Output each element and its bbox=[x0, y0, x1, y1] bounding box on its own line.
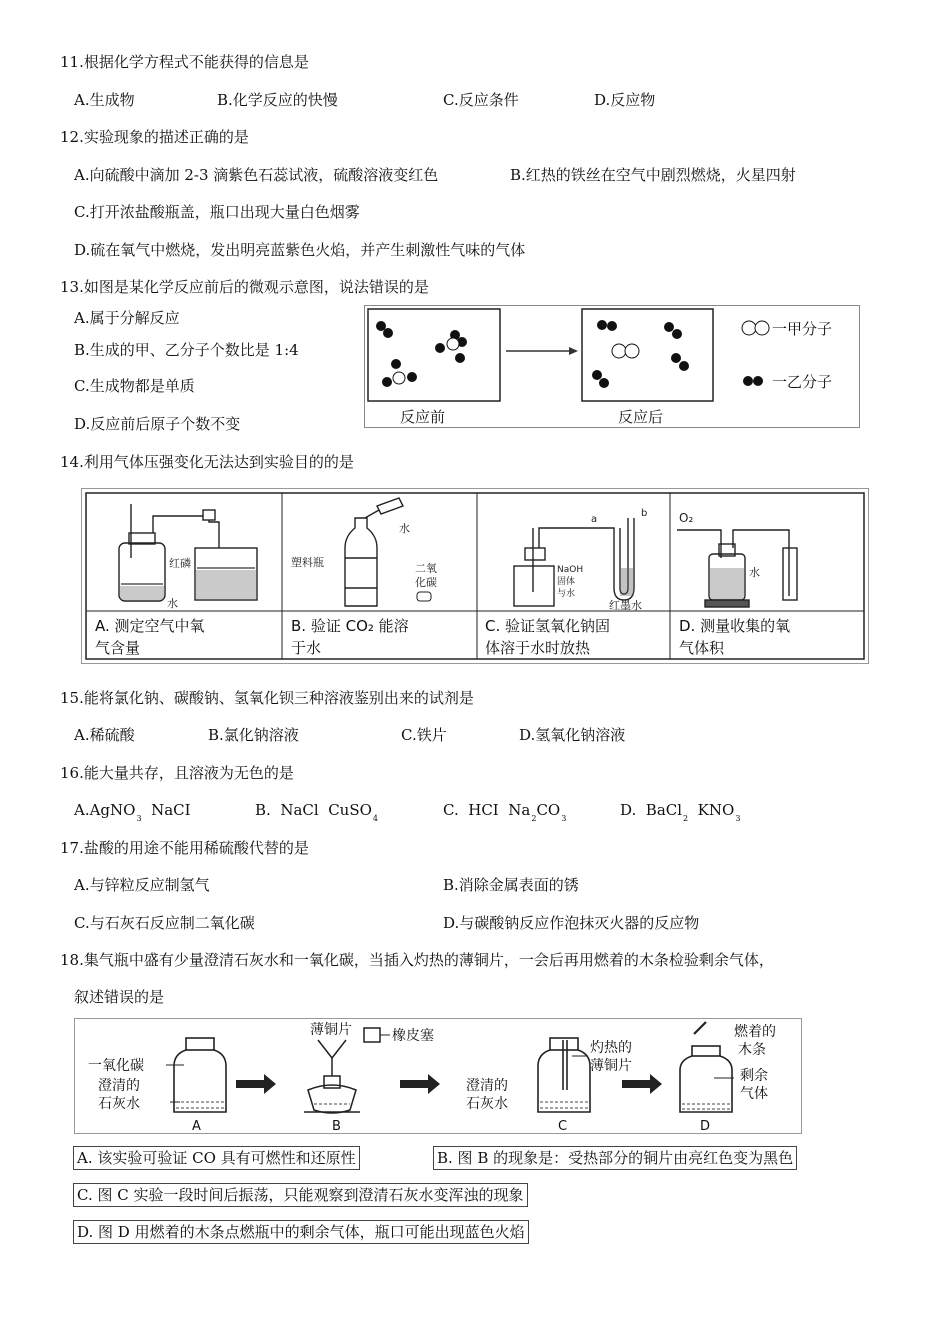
label-hot-2: 薄铜片 bbox=[590, 1058, 632, 1074]
label-lime-c-2: 石灰水 bbox=[466, 1096, 508, 1112]
q11-option-b: B.化学反应的快慢 bbox=[217, 91, 338, 109]
q15-option-a: A.稀硫酸 bbox=[74, 726, 135, 744]
panel-a-label-water: 水 bbox=[167, 597, 178, 610]
q11-option-c: C.反应条件 bbox=[443, 91, 519, 109]
q13-stem: 13.如图是某化学反应前后的微观示意图，说法错误的是 bbox=[60, 278, 429, 296]
label-stopper: 橡皮塞 bbox=[392, 1028, 434, 1044]
q13-option-a: A.属于分解反应 bbox=[74, 309, 180, 327]
q12-option-a: A.向硫酸中滴加 2-3 滴紫色石蕊试液，硫酸溶液变红色 bbox=[74, 166, 439, 184]
label-co: 一氧化碳 bbox=[88, 1058, 144, 1074]
label-lime-a-1: 澄清的 bbox=[98, 1078, 140, 1094]
panel-c-label-b: b bbox=[641, 508, 648, 519]
q18-option-d: D. 图 D 用燃着的木条点燃瓶中的剩余气体，瓶口可能出现蓝色火焰 bbox=[73, 1220, 529, 1244]
label-hot-1: 灼热的 bbox=[590, 1040, 632, 1056]
legend-yi: 一乙分子 bbox=[772, 373, 833, 391]
letter-c: C bbox=[558, 1119, 568, 1134]
label-cu: 薄铜片 bbox=[310, 1022, 352, 1038]
q18-option-b: B. 图 B 的现象是：受热部分的铜片由亮红色变为黑色 bbox=[433, 1146, 797, 1170]
label-stick-2: 木条 bbox=[738, 1042, 766, 1058]
q16-option-b: B. NaCl CuSO$_4$ bbox=[255, 801, 379, 823]
letter-a: A bbox=[192, 1119, 201, 1134]
q18-option-c: C. 图 C 实验一段时间后振荡，只能观察到澄清石灰水变浑浊的现象 bbox=[73, 1183, 528, 1207]
legend-jia: 一甲分子 bbox=[772, 320, 833, 338]
q18-stem-2: 叙述错误的是 bbox=[74, 988, 165, 1006]
panel-c-label-ink: 红墨水 bbox=[609, 599, 642, 612]
q18-apparatus-figure bbox=[74, 1018, 802, 1134]
panel-b-label-co2-2: 化碳 bbox=[415, 576, 437, 589]
q16-stem: 16.能大量共存，且溶液为无色的是 bbox=[60, 764, 294, 782]
q18-stem-1: 18.集气瓶中盛有少量澄清石灰水和一氧化碳，当插入灼热的薄铜片，一会后再用燃着的木条检验剩余气体， bbox=[60, 951, 774, 969]
q14-stem: 14.利用气体压强变化无法达到实验目的的是 bbox=[60, 453, 354, 471]
q16-option-c: C. HCI $Na_2CO_3$ bbox=[443, 801, 567, 823]
panel-b-caption-2: 于水 bbox=[291, 639, 322, 657]
panel-d-caption-2: 气体积 bbox=[679, 639, 725, 657]
q14-apparatus-figure bbox=[81, 488, 869, 664]
after-label: 反应后 bbox=[618, 408, 664, 426]
q11-stem: 11.根据化学方程式不能获得的信息是 bbox=[60, 53, 309, 71]
q17-option-d: D.与碳酸钠反应作泡抹灭火器的反应物 bbox=[443, 914, 700, 932]
panel-a-caption-1: A. 测定空气中氧 bbox=[95, 617, 205, 635]
panel-d-label-water: 水 bbox=[749, 566, 760, 579]
q18-option-a: A. 该实验可验证 CO 具有可燃性和还原性 bbox=[73, 1146, 360, 1170]
letter-b: B bbox=[332, 1119, 341, 1134]
q17-option-c: C.与石灰石反应制二氧化碳 bbox=[74, 914, 255, 932]
q16-option-a: A.AgNO$_3$ NaCI bbox=[74, 801, 191, 823]
panel-c-caption-1: C. 验证氢氧化钠固 bbox=[485, 617, 611, 635]
q12-stem: 12.实验现象的描述正确的是 bbox=[60, 128, 249, 146]
panel-b-caption-1: B. 验证 CO₂ 能溶 bbox=[291, 617, 409, 635]
panel-b-label-water: 水 bbox=[399, 522, 410, 535]
label-lime-a-2: 石灰水 bbox=[98, 1096, 140, 1112]
q15-stem: 15.能将氯化钠、碳酸钠、氢氧化钡三种溶液鉴别出来的试剂是 bbox=[60, 689, 474, 707]
q13-option-c: C.生成物都是单质 bbox=[74, 377, 195, 395]
panel-d-label-o2: O₂ bbox=[679, 511, 694, 525]
q13-option-d: D.反应前后原子个数不变 bbox=[74, 415, 241, 433]
q12-option-c: C.打开浓盐酸瓶盖，瓶口出现大量白色烟雾 bbox=[74, 203, 360, 221]
panel-a-caption-2: 气含量 bbox=[95, 639, 141, 657]
q17-option-a: A.与锌粒反应制氢气 bbox=[74, 876, 210, 894]
q15-option-d: D.氢氧化钠溶液 bbox=[519, 726, 626, 744]
panel-c-label-naoh-1: NaOH bbox=[557, 565, 584, 575]
label-gas-1: 剩余 bbox=[740, 1068, 768, 1084]
q11-option-d: D.反应物 bbox=[594, 91, 656, 109]
panel-c-label-naoh-2: 固体 bbox=[557, 577, 576, 587]
q13-reaction-figure bbox=[364, 305, 860, 428]
q16-option-d: D. BaCl$_2$ $KNO_3$ bbox=[620, 801, 741, 823]
q15-option-b: B.氯化钠溶液 bbox=[208, 726, 299, 744]
panel-c-caption-2: 体溶于水时放热 bbox=[485, 639, 591, 657]
panel-a-label-p: 红磷 bbox=[169, 557, 191, 570]
letter-d: D bbox=[700, 1119, 711, 1134]
q13-option-b: B.生成的甲、乙分子个数比是 1:4 bbox=[74, 341, 299, 359]
before-box bbox=[368, 309, 500, 401]
q12-option-b: B.红热的铁丝在空气中剧烈燃烧，火星四射 bbox=[510, 166, 796, 184]
panel-b-label-bottle: 塑料瓶 bbox=[291, 556, 324, 569]
panel-d-caption-1: D. 测量收集的氧 bbox=[679, 617, 791, 635]
panel-c-label-naoh-3: 与水 bbox=[557, 589, 576, 599]
q11-option-a: A.生成物 bbox=[74, 91, 135, 109]
q17-stem: 17.盐酸的用途不能用稀硫酸代替的是 bbox=[60, 839, 309, 857]
q12-option-d: D.硫在氧气中燃烧，发出明亮蓝紫色火焰，并产生刺激性气味的气体 bbox=[74, 241, 526, 259]
panel-b-label-co2-1: 二氧 bbox=[415, 562, 437, 575]
panel-c-label-a: a bbox=[591, 514, 598, 525]
q15-option-c: C.铁片 bbox=[401, 726, 447, 744]
label-lime-c-1: 澄清的 bbox=[466, 1078, 508, 1094]
label-gas-2: 气体 bbox=[740, 1086, 768, 1102]
before-label: 反应前 bbox=[400, 408, 446, 426]
label-stick-1: 燃着的 bbox=[734, 1024, 776, 1040]
q17-option-b: B.消除金属表面的锈 bbox=[443, 876, 579, 894]
